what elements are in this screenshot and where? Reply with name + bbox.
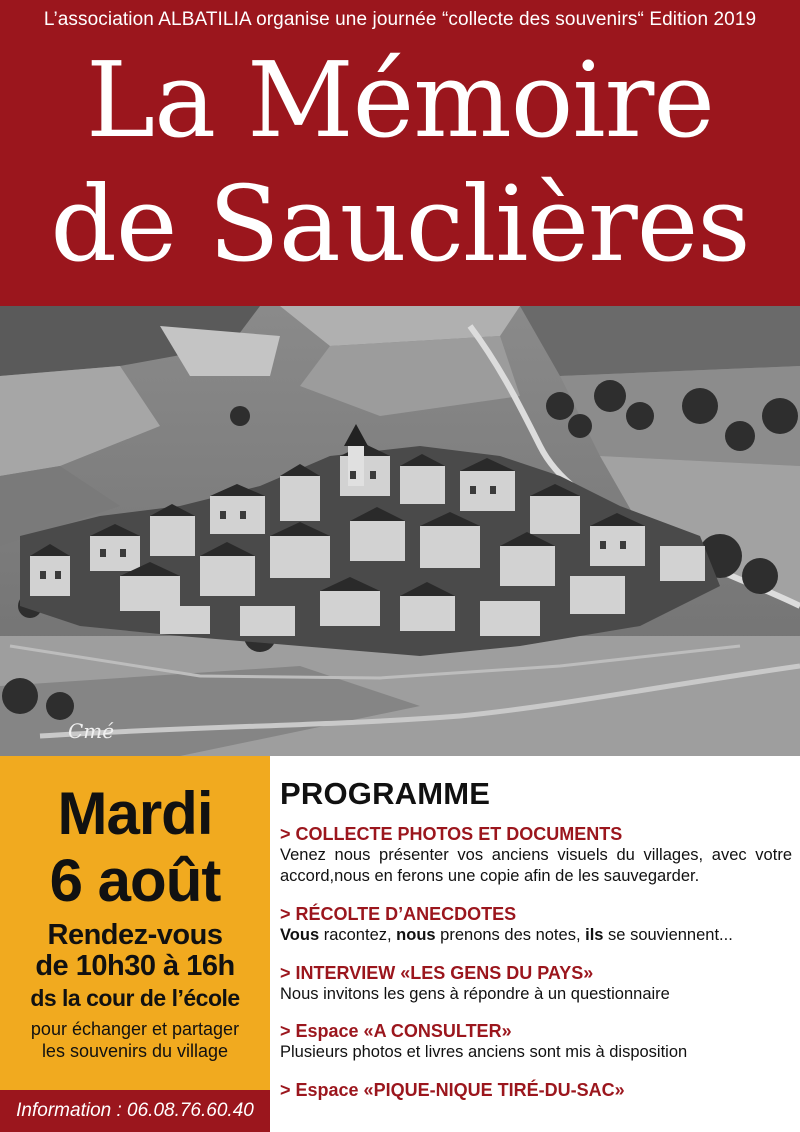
programme-section (280, 756, 792, 1132)
rdv-line-1: Rendez-vous (47, 919, 223, 951)
village-aerial-photo (0, 306, 800, 756)
title-line-2: de Sauclières (50, 163, 750, 285)
programme-item-collecte (280, 823, 792, 887)
event-place: ds la cour de l’école (30, 985, 240, 1011)
event-date: 6 août (49, 847, 221, 914)
programme-item-consulter (280, 1020, 792, 1063)
programme-item-heading: > COLLECTE PHOTOS ET DOCUMENTS (280, 824, 623, 844)
programme-item-heading: > Espace «PIQUE-NIQUE TIRÉ-DU-SAC» (280, 1080, 625, 1100)
programme-item-pique-nique (280, 1079, 792, 1101)
event-day: Mardi (57, 780, 213, 847)
photographer-signature: Cmé (68, 719, 115, 743)
programme-title: PROGRAMME (280, 776, 491, 811)
programme-item-heading: > INTERVIEW «LES GENS DU PAYS» (280, 963, 594, 983)
purpose-line-2: les souvenirs du village (41, 1041, 229, 1061)
event-purpose (0, 1018, 270, 1062)
programme-item-description: Venez nous présenter vos anciens visuels du villages, avec votre accord,nous en ferons une copie afin de les sauvegarder. (280, 846, 792, 885)
event-time (0, 920, 270, 982)
word-nous: nous (396, 926, 436, 944)
information-bar (0, 1090, 270, 1132)
programme-item-interview (280, 962, 792, 1005)
header-banner (0, 0, 800, 306)
word-vous: Vous (280, 926, 320, 944)
title-line-1: La Mémoire (86, 39, 714, 161)
village-photo-graphic (0, 306, 800, 756)
text-part-3: se souviennent... (603, 926, 733, 944)
subtitle: L’association ALBATILIA organise une journée “collecte des souvenirs“ Edition 2019 (43, 9, 757, 30)
programme-item-heading: > RÉCOLTE D’ANECDOTES (280, 904, 517, 924)
programme-item-description: Nous invitons les gens à répondre à un questionnaire (280, 985, 670, 1003)
information-phone: Information : 06.08.76.60.40 (16, 1100, 254, 1121)
programme-item-description (280, 925, 792, 946)
text-part-2: prenons des notes, (435, 926, 586, 944)
programme-item-heading: > Espace «A CONSULTER» (280, 1021, 512, 1041)
word-ils: ils (585, 926, 604, 944)
rdv-line-2: de 10h30 à 16h (35, 950, 235, 982)
event-info-panel (0, 756, 270, 1132)
purpose-line-1: pour échanger et partager (30, 1019, 240, 1039)
programme-item-description: Plusieurs photos et livres anciens sont mis à disposition (280, 1043, 688, 1061)
programme-item-anecdotes (280, 903, 792, 946)
text-part-1: racontez, (319, 926, 397, 944)
